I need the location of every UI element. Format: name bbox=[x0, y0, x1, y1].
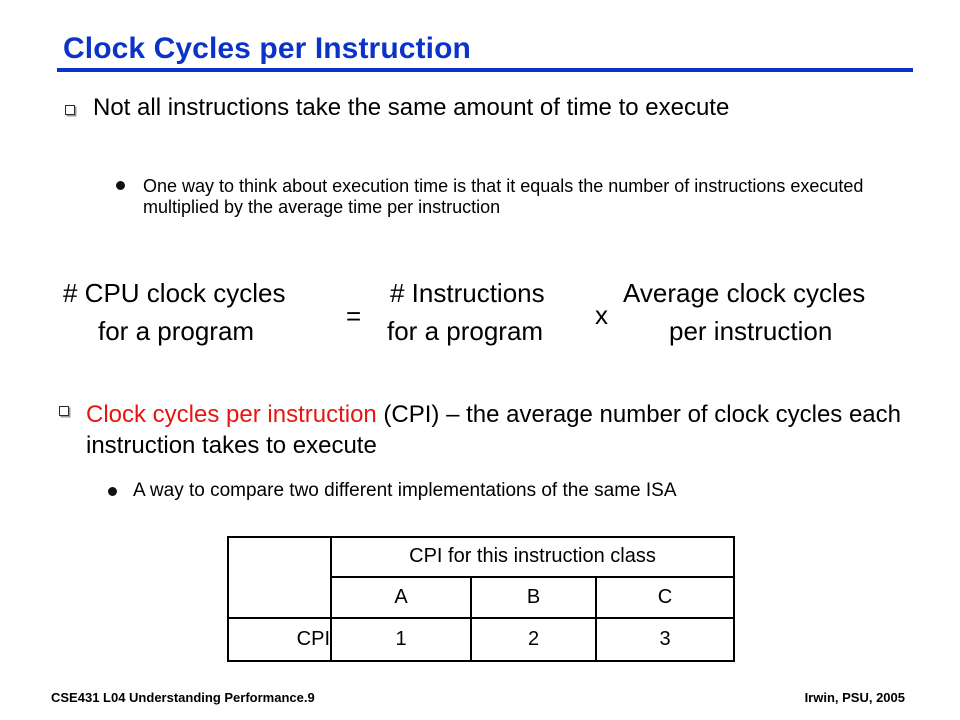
equation-term2-line2: per instruction bbox=[669, 316, 833, 346]
round-bullet-icon bbox=[108, 487, 117, 496]
equation-times-sign: x bbox=[595, 300, 608, 330]
equation-term1-line1: # Instructions bbox=[390, 278, 545, 308]
table-value-a: 1 bbox=[395, 628, 407, 650]
table-value-c: 3 bbox=[659, 628, 671, 650]
cpi-definition-term: Clock cycles per instruction bbox=[86, 401, 377, 428]
table-value-b: 2 bbox=[527, 628, 540, 650]
cpi-table bbox=[227, 536, 735, 662]
bullet-1-subtext: One way to think about execution time is that it equals the number of instructions executed multiplied by the average time per instruction bbox=[143, 176, 864, 217]
table-column-a: A bbox=[394, 586, 408, 608]
cpi-definition-text: (CPI) – the average number of clock cycles each instruction takes to execute bbox=[86, 401, 902, 459]
table-column-b: B bbox=[526, 586, 541, 608]
footer-credit: Irwin, PSU, 2005 bbox=[804, 690, 905, 705]
bullet-2-subtext: A way to compare two different implementations of the same ISA bbox=[133, 480, 677, 501]
equation-term2-line1: Average clock cycles bbox=[623, 278, 866, 308]
title-underline bbox=[57, 68, 913, 72]
table-divider-horizontal-1 bbox=[331, 576, 733, 578]
slide-title: Clock Cycles per Instruction bbox=[63, 32, 471, 65]
table-divider-horizontal-2 bbox=[229, 617, 733, 619]
footer-course-label: CSE431 L04 Understanding Performance.9 bbox=[51, 690, 315, 705]
table-column-c: C bbox=[657, 586, 673, 608]
table-row-label: CPI bbox=[296, 628, 330, 650]
round-bullet-icon bbox=[116, 181, 125, 190]
square-bullet-icon bbox=[59, 406, 69, 416]
equation-lhs-line2: for a program bbox=[98, 316, 255, 346]
equation-term1-line2: for a program bbox=[387, 316, 544, 346]
bullet-1-text: Not all instructions take the same amount of time to execute bbox=[93, 94, 730, 121]
equation-lhs-line1: # CPU clock cycles bbox=[63, 278, 286, 308]
table-header-cell: CPI for this instruction class bbox=[409, 545, 656, 567]
square-bullet-icon bbox=[65, 105, 75, 115]
equation-equals-sign: = bbox=[346, 301, 362, 331]
bullet-2-text bbox=[86, 399, 906, 461]
